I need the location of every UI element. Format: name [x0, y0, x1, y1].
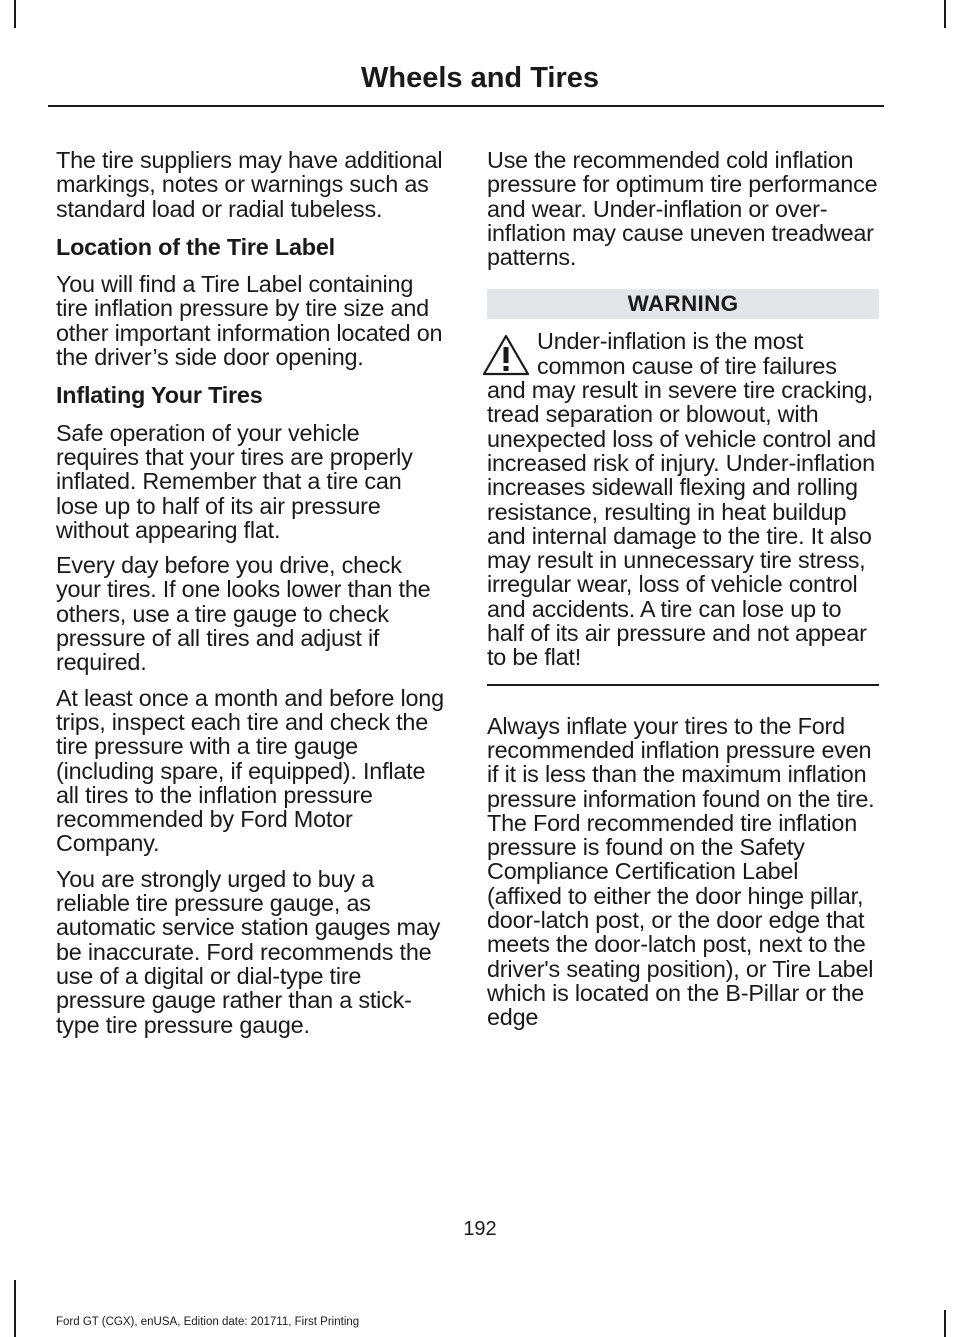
edition-footer: Ford GT (CGX), enUSA, Edition date: 201711, First Printing — [56, 1316, 360, 1328]
heading-inflating-tires: Inflating Your Tires — [56, 382, 263, 409]
heading-tire-label-location: Location of the Tire Label — [56, 233, 335, 260]
crop-mark-bottom-left — [14, 1280, 16, 1337]
paragraph-recommended-pressure: Always inflate your tires to the Ford recommended inflation pressure even if it is less than the maximum inflation pressure information found on the tire. The Ford recommended tire inflation pressure is found on the Safety Compliance Certification Label (affixed to either the door hinge pillar, door-latch post, or the door edge that meets the door-latch post, next to the driver's seating position), or Tire Label which is located on the B-Pillar or the edge — [487, 712, 875, 1031]
warning-triangle-icon — [481, 333, 531, 377]
warning-body — [487, 329, 879, 669]
warning-header: WARNING — [487, 289, 879, 319]
paragraph-pressure-gauge: You are strongly urged to buy a reliable tire pressure gauge, as automatic service station gauges may be inaccurate. Ford recommends the use of a digital or dial-type tire pressure gauge rather than a stick-type tire pressure gauge. — [56, 865, 441, 1038]
crop-mark-bottom-right — [944, 1310, 946, 1337]
page-number: 192 — [463, 1218, 497, 1240]
right-column — [487, 148, 879, 1041]
warning-end-rule — [487, 684, 879, 686]
paragraph-safe-operation: Safe operation of your vehicle requires that your tires are properly inflated. Remember that a tire can lose up to half of its air pressure without appearing flat. — [56, 419, 413, 543]
paragraph-monthly-inspection: At least once a month and before long trips, inspect each tire and check the tire pressure with a tire gauge (including spare, if equipped). Inflate all tires to the inflation pressure recommended by Ford Motor Company. — [56, 684, 444, 857]
paragraph-tire-markings: The tire suppliers may have additional markings, notes or warnings such as standard load or radial tubeless. — [56, 147, 443, 222]
crop-mark-top-right — [944, 0, 946, 28]
left-column — [56, 148, 448, 1048]
page-title: Wheels and Tires — [361, 62, 599, 94]
header-rule — [48, 105, 884, 107]
paragraph-cold-inflation: Use the recommended cold inflation pressure for optimum tire performance and wear. Under-inflation or over-inflation may cause uneven treadwear patterns. — [487, 147, 878, 271]
warning-text: Under-inflation is the most common cause of tire failures and may result in severe tire cracking, tread separation or blowout, with unexpected loss of vehicle control and increased risk of injury. Under-inflation increases sidewall flexing and rolling resistance, resulting in heat buildup and internal damage to the tire. It also may result in unnecessary tire stress, irregular wear, loss of vehicle control and accidents. A tire can lose up to half of its air pressure and not appear to be flat! — [487, 328, 876, 671]
paragraph-daily-check: Every day before you drive, check your tires. If one looks lower than the others, use a tire gauge to check pressure of all tires and adjust if required. — [56, 552, 431, 676]
crop-mark-top-left — [14, 0, 16, 28]
paragraph-tire-label: You will find a Tire Label containing tire inflation pressure by tire size and other important information located on the driver’s side door opening. — [56, 271, 443, 371]
